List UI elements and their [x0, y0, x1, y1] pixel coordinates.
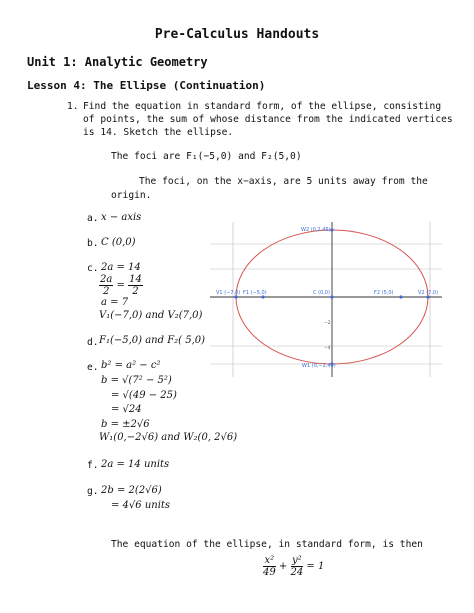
fraction-numerator: 14 [129, 274, 142, 285]
label-f2: F2 (5,0) [374, 290, 394, 296]
label-v1: V1 (−7,0) [216, 290, 241, 296]
unit-heading: Unit 1: Analytic Geometry [27, 55, 208, 69]
step-e-label: e. [87, 362, 99, 373]
foci-distance-line-2: origin. [111, 190, 152, 201]
step-e-line-5: b = ±2√6 [101, 419, 150, 430]
fraction-numerator: y² [292, 555, 302, 566]
label-f1: F1 (−5,0) [243, 290, 267, 296]
label-c: C (0,0) [313, 290, 330, 296]
step-b-text: C (0,0) [101, 237, 136, 248]
label-w2: W2 (0,2.45) [301, 227, 331, 233]
step-c-line-3: a = 7 [101, 297, 129, 308]
step-g-label: g. [87, 486, 99, 497]
step-g-line-1: 2b = 2(2√6) [101, 485, 162, 496]
step-a-text: x − axis [101, 212, 142, 223]
fraction-denominator: 49 [263, 567, 276, 578]
final-equation [263, 555, 324, 578]
page-title: Pre-Calculus Handouts [154, 27, 320, 42]
step-g-line-2: = 4√6 units [111, 500, 171, 511]
problem-number: 1. [67, 101, 79, 112]
equals-sign: = [116, 280, 125, 291]
step-c-line-1: 2a = 14 [101, 262, 141, 273]
step-f-text: 2a = 14 units [101, 459, 170, 470]
step-e-line-3: = √(49 − 25) [111, 390, 177, 401]
step-e-line-2: b = √(7² − 5²) [101, 375, 172, 386]
fraction-numerator: x² [264, 555, 275, 566]
step-c-line-4: V₁(−7,0) and V₂(7,0) [99, 310, 203, 321]
center-point [330, 295, 333, 298]
problem-text-line-3: is 14. Sketch the ellipse. [83, 127, 234, 138]
label-w1: W1 (0,−2.45) [302, 363, 336, 369]
foci-distance-line-1: The foci, on the x−axis, are 5 units away from the [139, 176, 428, 187]
step-b-label: b. [87, 238, 99, 249]
tick-label: −4 [324, 346, 331, 351]
lesson-heading: Lesson 4: The Ellipse (Continuation) [27, 79, 266, 92]
step-f-label: f. [87, 460, 99, 471]
step-e-line-1: b² = a² − c² [101, 360, 161, 371]
fraction-denominator: 24 [290, 567, 304, 578]
problem-text-line-1: Find the equation in standard form, of the ellipse, consisting [83, 101, 442, 112]
fraction-2a-over-2 [99, 274, 113, 297]
problem-text-line-2: of points, the sum of whose distance from the indicated vertices [83, 114, 453, 125]
step-c-label: c. [87, 263, 99, 274]
axes [210, 222, 442, 377]
step-d-label: d. [87, 337, 99, 348]
covertex-w2-point [330, 228, 333, 231]
step-e-line-6: W₁(0,−2√6) and W₂(0, 2√6) [99, 432, 238, 443]
grid-lines [210, 222, 442, 377]
fraction-14-over-2 [128, 274, 143, 297]
focus-f2-point [399, 295, 402, 298]
fraction-x-squared-over-49 [263, 555, 276, 578]
conclusion-text: The equation of the ellipse, in standard form, is then [111, 539, 423, 550]
label-v2: V2 (7,0) [418, 290, 439, 296]
foci-statement: The foci are F₁(−5,0) and F₂(5,0) [111, 151, 302, 162]
step-a-label: a. [87, 213, 99, 224]
step-e-line-4: = √24 [111, 404, 142, 415]
ellipse-graph [210, 222, 442, 377]
fraction-y-squared-over-24 [291, 555, 304, 578]
tick-label: −2 [324, 321, 331, 326]
fraction-denominator: 2 [132, 286, 139, 297]
equation-rhs: = 1 [306, 561, 325, 572]
plus-sign: + [278, 561, 288, 572]
fraction-numerator: 2a [100, 274, 113, 285]
step-d-text: F₁(−5,0) and F₂( 5,0) [99, 335, 206, 346]
fraction-denominator: 2 [102, 286, 110, 297]
step-c-fraction-line [99, 274, 143, 297]
